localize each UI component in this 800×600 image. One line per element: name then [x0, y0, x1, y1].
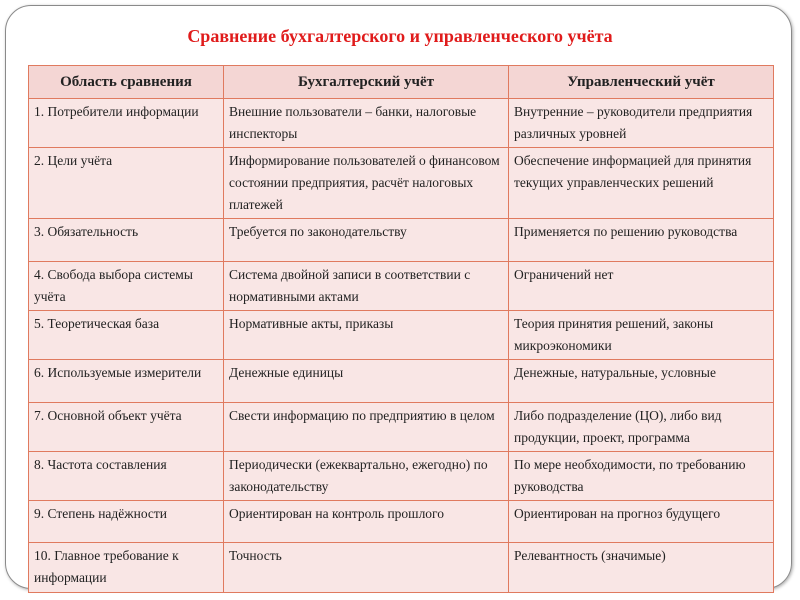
table-row	[29, 219, 774, 262]
table-row	[29, 452, 774, 501]
table-cell: 10. Главное требование к информации	[29, 543, 224, 593]
table-cell: Либо подразделение (ЦО), либо вид продукции, проект, программа	[509, 403, 774, 452]
table-cell: 1. Потребители информации	[29, 99, 224, 148]
table-cell: 3. Обязательность	[29, 219, 224, 262]
header-cell: Бухгалтерский учёт	[224, 66, 509, 99]
table-cell: Теория принятия решений, законы микроэкономики	[509, 311, 774, 360]
table-row	[29, 360, 774, 403]
table-cell: Обеспечение информацией для принятия текущих управленческих решений	[509, 148, 774, 219]
table-cell: Свести информацию по предприятию в целом	[224, 403, 509, 452]
table-cell: Точность	[224, 543, 509, 593]
table-cell: Нормативные акты, приказы	[224, 311, 509, 360]
table-cell: Релевантность (значимые)	[509, 543, 774, 593]
table-cell: Внешние пользователи – банки, налоговые инспекторы	[224, 99, 509, 148]
table-cell: 7. Основной объект учёта	[29, 403, 224, 452]
table-cell: Денежные единицы	[224, 360, 509, 403]
header-cell: Управленческий учёт	[509, 66, 774, 99]
table-cell: Применяется по решению руководства	[509, 219, 774, 262]
table-cell: Периодически (ежеквартально, ежегодно) по законодательству	[224, 452, 509, 501]
table-row	[29, 99, 774, 148]
table-row	[29, 311, 774, 360]
table-cell: Ориентирован на прогноз будущего	[509, 501, 774, 543]
header-cell: Область сравнения	[29, 66, 224, 99]
table-cell: 8. Частота составления	[29, 452, 224, 501]
table-cell: Денежные, натуральные, условные	[509, 360, 774, 403]
table-cell: 2. Цели учёта	[29, 148, 224, 219]
table-row	[29, 403, 774, 452]
table-cell: Ориентирован на контроль прошлого	[224, 501, 509, 543]
slide-title: Сравнение бухгалтерского и управленческого учёта	[187, 26, 613, 46]
table-cell: Требуется по законодательству	[224, 219, 509, 262]
table-cell: Система двойной записи в соответствии с нормативными актами	[224, 262, 509, 311]
table-row	[29, 148, 774, 219]
table-cell: 6. Используемые измерители	[29, 360, 224, 403]
table-cell: 5. Теоретическая база	[29, 311, 224, 360]
table-cell: Ограничений нет	[509, 262, 774, 311]
table-cell: Внутренние – руководители предприятия различных уровней	[509, 99, 774, 148]
table-row	[29, 543, 774, 593]
table-cell: 9. Степень надёжности	[29, 501, 224, 543]
table-cell: 4. Свобода выбора системы учёта	[29, 262, 224, 311]
table-cell: По мере необходимости, по требованию руководства	[509, 452, 774, 501]
table-row	[29, 501, 774, 543]
table-header-row	[29, 66, 774, 99]
comparison-table	[28, 65, 774, 593]
table-row	[29, 262, 774, 311]
table-cell: Информирование пользователей о финансовом состоянии предприятия, расчёт налоговых платежей	[224, 148, 509, 219]
